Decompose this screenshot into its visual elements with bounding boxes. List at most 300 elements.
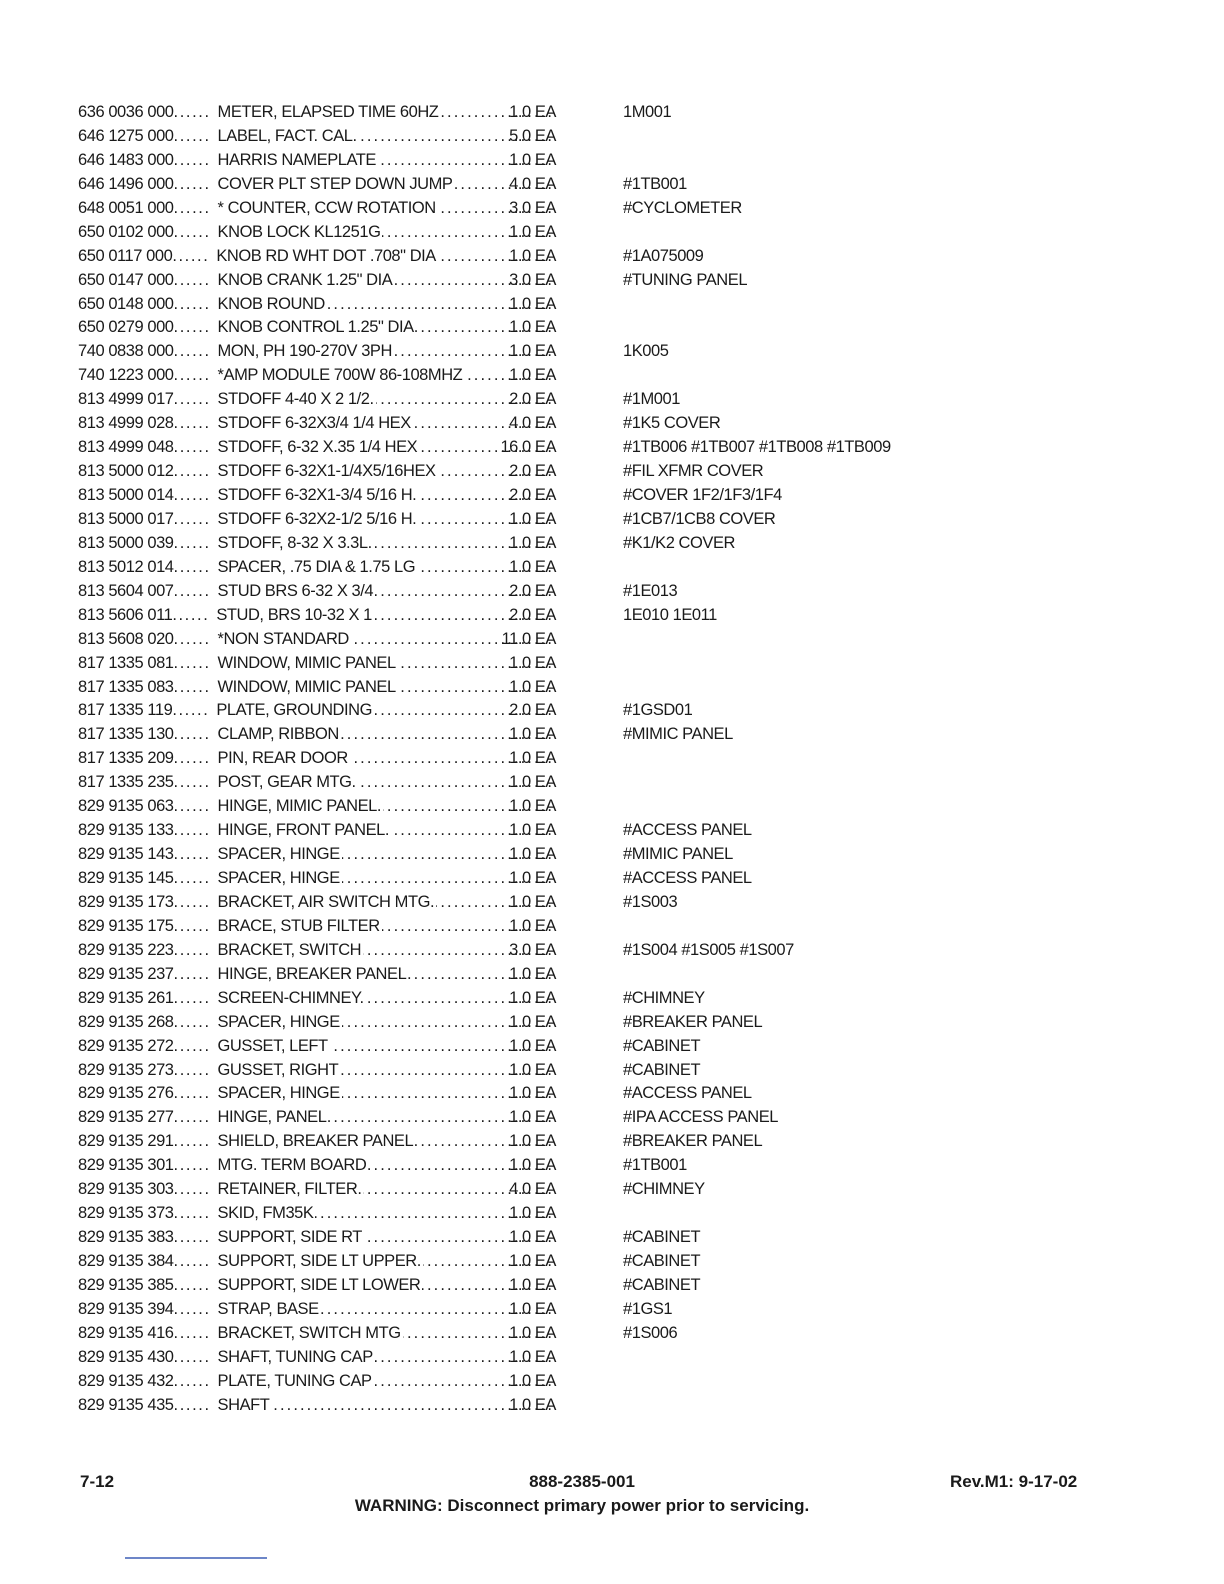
list-item: [78, 819, 978, 843]
part-number: 813 4999 017: [78, 390, 174, 409]
part-quantity: 1.0 EA: [509, 845, 556, 864]
reference-designator: #CABINET: [623, 1060, 701, 1079]
list-item: [78, 508, 978, 532]
dot-leader: [174, 1202, 218, 1226]
list-item: [78, 1130, 978, 1154]
part-quantity: 1.0 EA: [509, 1371, 556, 1390]
revision-label: Rev.M1: 9-17-02: [950, 1472, 1078, 1491]
dot-leader: [174, 1059, 218, 1083]
list-item: [78, 1226, 978, 1250]
part-number: 646 1496 000: [78, 174, 174, 193]
part-number: 817 1335 209: [78, 749, 174, 768]
part-number: 829 9135 223: [78, 940, 174, 959]
list-item: [78, 460, 978, 484]
part-quantity: 1.0 EA: [509, 1156, 556, 1175]
list-item: [78, 484, 978, 508]
part-quantity: 1.0 EA: [509, 366, 556, 385]
part-number: 813 5012 014: [78, 557, 174, 576]
list-item: [78, 891, 978, 915]
dot-leader: [172, 245, 216, 269]
reference-designator: #MIMIC PANEL: [623, 845, 733, 864]
part-description: PLATE, GROUNDING: [216, 701, 372, 720]
part-number: 650 0279 000: [78, 318, 174, 337]
part-number: 813 5000 012: [78, 462, 174, 481]
list-item: [78, 604, 978, 628]
dot-leader: [174, 867, 218, 891]
dot-leader: [174, 819, 218, 843]
reference-designator: #1GSD01: [623, 701, 693, 720]
part-number: 829 9135 143: [78, 845, 174, 864]
part-number: 813 5604 007: [78, 581, 174, 600]
list-item: [78, 747, 978, 771]
part-description: *NON STANDARD: [217, 629, 349, 648]
part-number: 813 5608 020: [78, 629, 174, 648]
part-number: 829 9135 276: [78, 1084, 174, 1103]
part-quantity: 1.0 EA: [509, 1108, 556, 1127]
dot-leader: [174, 1322, 218, 1346]
part-quantity: 1.0 EA: [509, 557, 556, 576]
part-quantity: 1.0 EA: [509, 318, 556, 337]
part-number: 829 9135 261: [78, 988, 174, 1007]
part-quantity: 1.0 EA: [509, 725, 556, 744]
part-quantity: 1.0 EA: [509, 749, 556, 768]
dot-leader: [174, 1274, 218, 1298]
part-quantity: 1.0 EA: [509, 1252, 556, 1270]
part-description: KNOB LOCK KL1251G: [217, 222, 381, 241]
part-description: STDOFF 4-40 X 2 1/2.: [217, 390, 374, 409]
dot-leader: [174, 652, 218, 676]
part-number: 817 1335 235: [78, 773, 174, 792]
part-number: 829 9135 272: [78, 1036, 174, 1055]
list-item: [78, 1370, 978, 1394]
reference-designator: #MIMIC PANEL: [623, 725, 733, 744]
list-item: [78, 364, 978, 388]
list-item: [78, 221, 978, 245]
reference-designator: #1TB006 #1TB007 #1TB008 #1TB009: [623, 438, 891, 457]
dot-leader: [174, 412, 218, 436]
list-item: [78, 699, 978, 723]
part-number: 829 9135 063: [78, 797, 174, 816]
reference-designator: #1K5 COVER: [623, 414, 721, 433]
list-item: [78, 676, 978, 700]
dot-leader: [174, 915, 218, 939]
part-quantity: 1.0 EA: [509, 509, 556, 528]
list-item: [78, 149, 978, 173]
part-description: SKID, FM35K: [217, 1204, 314, 1223]
dot-leader: [172, 604, 216, 628]
part-quantity: 1.0 EA: [509, 1060, 556, 1079]
part-number: 646 1483 000: [78, 150, 174, 169]
list-item: [78, 1011, 978, 1035]
dot-leader: [174, 101, 218, 125]
dot-leader: [174, 747, 218, 771]
list-item: [78, 340, 978, 364]
part-quantity: 1.0 EA: [509, 342, 556, 361]
dot-leader: [174, 963, 218, 987]
list-item: [78, 101, 978, 125]
part-description: STDOFF 6-32X3/4 1/4 HEX: [217, 414, 411, 433]
list-item: [78, 652, 978, 676]
dot-leader: [174, 173, 218, 197]
dot-leader: [174, 532, 218, 556]
part-quantity: 16.0 EA: [500, 438, 556, 457]
dot-leader: [174, 1370, 218, 1394]
list-item: [78, 939, 978, 963]
part-number: 817 1335 083: [78, 677, 174, 696]
part-quantity: 4.0 EA: [509, 174, 556, 193]
dot-leader: [174, 197, 218, 221]
part-number: 829 9135 273: [78, 1060, 174, 1079]
dot-leader: [174, 1178, 218, 1202]
part-description: SPACER, HINGE: [217, 869, 340, 887]
dot-leader: [174, 580, 218, 604]
reference-designator: #CABINET: [623, 1228, 701, 1247]
part-quantity: 1.0 EA: [509, 246, 556, 265]
part-description: METER, ELAPSED TIME 60HZ: [217, 103, 439, 121]
list-item: [78, 1035, 978, 1059]
part-quantity: 3.0 EA: [509, 198, 556, 217]
list-item: [78, 1202, 978, 1226]
dot-leader: [174, 316, 218, 340]
part-quantity: 4.0 EA: [509, 1180, 556, 1199]
part-quantity: 1.0 EA: [509, 1275, 556, 1294]
reference-designator: #CYCLOMETER: [623, 198, 742, 217]
part-number: 740 1223 000: [78, 366, 174, 385]
reference-designator: #1S003: [623, 892, 678, 911]
part-number: 829 9135 145: [78, 869, 174, 887]
part-quantity: 1.0 EA: [509, 1299, 556, 1318]
list-item: [78, 1394, 978, 1418]
dot-leader: [174, 1346, 218, 1370]
part-quantity: 1.0 EA: [509, 1132, 556, 1151]
part-quantity: 1.0 EA: [509, 1012, 556, 1031]
list-item: [78, 436, 978, 460]
part-description: STDOFF, 8-32 X 3.3L.: [217, 533, 372, 552]
part-quantity: 1.0 EA: [509, 821, 556, 840]
part-quantity: 5.0 EA: [509, 126, 556, 145]
reference-designator: #CABINET: [623, 1275, 701, 1294]
dot-leader: [174, 269, 218, 293]
part-description: BRACKET, SWITCH MTG: [217, 1323, 401, 1342]
list-item: [78, 316, 978, 340]
part-number: 817 1335 130: [78, 725, 174, 744]
part-number: 829 9135 133: [78, 821, 174, 840]
part-description: BRACKET, AIR SWITCH MTG.: [217, 892, 435, 911]
dot-leader: [174, 795, 218, 819]
dot-leader: [174, 484, 218, 508]
list-item: [78, 532, 978, 556]
part-quantity: 1.0 EA: [509, 1228, 556, 1247]
list-item: [78, 1322, 978, 1346]
part-quantity: 3.0 EA: [509, 270, 556, 289]
list-item: [78, 915, 978, 939]
part-description: GUSSET, RIGHT: [217, 1060, 339, 1079]
safety-warning: WARNING: Disconnect primary power prior to servicing.: [354, 1496, 810, 1515]
part-number: 829 9135 416: [78, 1323, 174, 1342]
list-item: [78, 556, 978, 580]
part-number: 648 0051 000: [78, 198, 174, 217]
reference-designator: #1A075009: [623, 246, 704, 265]
dot-leader: [174, 436, 218, 460]
dot-leader: [174, 460, 218, 484]
reference-designator: #1CB7/1CB8 COVER: [623, 509, 776, 528]
part-description: POST, GEAR MTG.: [217, 773, 356, 792]
part-description: COVER PLT STEP DOWN JUMP: [217, 174, 453, 193]
reference-designator: #1E013: [623, 581, 678, 600]
part-description: SHIELD, BREAKER PANEL: [217, 1132, 414, 1151]
dot-leader: [174, 1130, 218, 1154]
part-quantity: 2.0 EA: [509, 462, 556, 481]
part-number: 650 0102 000: [78, 222, 174, 241]
part-quantity: 1.0 EA: [509, 1395, 556, 1414]
dot-leader: [174, 1106, 218, 1130]
part-description: SHAFT, TUNING CAP: [217, 1347, 373, 1366]
part-number: 650 0117 000: [78, 246, 173, 265]
dot-leader: [172, 699, 216, 723]
part-quantity: 1.0 EA: [509, 653, 556, 672]
list-item: [78, 245, 978, 269]
list-item: [78, 293, 978, 317]
part-quantity: 1.0 EA: [509, 677, 556, 696]
reference-designator: 1K005: [623, 342, 669, 361]
reference-designator: #CHIMNEY: [623, 988, 705, 1007]
part-number: 813 5606 011: [78, 605, 173, 624]
part-quantity: 1.0 EA: [509, 150, 556, 169]
part-quantity: 1.0 EA: [509, 222, 556, 241]
reference-designator: #1TB001: [623, 174, 687, 193]
part-description: STUD BRS 6-32 X 3/4: [217, 581, 374, 600]
part-quantity: 1.0 EA: [509, 1347, 556, 1366]
dot-leader: [174, 1394, 218, 1418]
part-description: WINDOW, MIMIC PANEL: [217, 677, 396, 696]
reference-designator: #1S004 #1S005 #1S007: [623, 940, 794, 959]
part-number: 829 9135 385: [78, 1275, 174, 1294]
list-item: [78, 963, 978, 987]
reference-designator: #CABINET: [623, 1252, 701, 1270]
part-quantity: 1.0 EA: [509, 916, 556, 935]
part-quantity: 1.0 EA: [509, 988, 556, 1007]
dot-leader: [174, 1082, 218, 1106]
reference-designator: #CHIMNEY: [623, 1180, 705, 1199]
part-number: 829 9135 277: [78, 1108, 174, 1127]
part-description: MTG. TERM BOARD: [217, 1156, 367, 1175]
part-description: STRAP, BASE: [217, 1299, 319, 1318]
dot-leader: [174, 891, 218, 915]
list-item: [78, 795, 978, 819]
reference-designator: #K1/K2 COVER: [623, 533, 735, 552]
list-item: [78, 1346, 978, 1370]
part-description: KNOB CRANK 1.25" DIA: [217, 270, 393, 289]
part-number: 813 4999 048: [78, 438, 174, 457]
part-description: STDOFF, 6-32 X.35 1/4 HEX: [217, 438, 418, 457]
dot-leader: [174, 1154, 218, 1178]
part-number: 740 0838 000: [78, 342, 174, 361]
part-quantity: 11.0 EA: [501, 629, 556, 648]
part-quantity: 2.0 EA: [509, 486, 556, 504]
part-quantity: 2.0 EA: [509, 581, 556, 600]
list-item: [78, 388, 978, 412]
document-number: 888-2385-001: [529, 1472, 635, 1491]
list-item: [78, 1274, 978, 1298]
reference-designator: #ACCESS PANEL: [623, 869, 752, 887]
dot-leader: [174, 987, 218, 1011]
dot-leader: [174, 293, 218, 317]
part-quantity: 1.0 EA: [509, 1084, 556, 1103]
dot-leader: [174, 676, 218, 700]
list-item: [78, 173, 978, 197]
part-number: 829 9135 430: [78, 1347, 174, 1366]
dot-leader: [174, 221, 218, 245]
scan-mark: [125, 1557, 267, 1559]
list-item: [78, 987, 978, 1011]
part-quantity: 1.0 EA: [509, 797, 556, 816]
reference-designator: #BREAKER PANEL: [623, 1012, 763, 1031]
part-quantity: 1.0 EA: [509, 533, 556, 552]
list-item: [78, 628, 978, 652]
list-item: [78, 1154, 978, 1178]
part-description: SUPPORT, SIDE LT UPPER.: [217, 1252, 421, 1270]
part-number: 829 9135 432: [78, 1371, 174, 1390]
part-number: 829 9135 394: [78, 1299, 174, 1318]
part-description: SCREEN-CHIMNEY.: [217, 988, 364, 1007]
list-item: [78, 843, 978, 867]
part-description: STDOFF 6-32X2-1/2 5/16 H.: [217, 509, 417, 528]
dot-leader: [174, 1250, 218, 1274]
part-number: 813 5000 039: [78, 533, 174, 552]
part-quantity: 1.0 EA: [509, 1323, 556, 1342]
part-description: STDOFF 6-32X1-3/4 5/16 H.: [217, 486, 417, 504]
list-item: [78, 412, 978, 436]
part-description: PIN, REAR DOOR: [217, 749, 348, 768]
part-number: 829 9135 301: [78, 1156, 174, 1175]
part-description: CLAMP, RIBBON: [217, 725, 339, 744]
list-item: [78, 1250, 978, 1274]
list-item: [78, 1082, 978, 1106]
part-description: MON, PH 190-270V 3PH: [217, 342, 392, 361]
list-item: [78, 269, 978, 293]
dot-leader: [174, 1226, 218, 1250]
part-quantity: 1.0 EA: [509, 1204, 556, 1223]
part-description: KNOB CONTROL 1.25" DIA.: [217, 318, 418, 337]
list-item: [78, 723, 978, 747]
list-item: [78, 580, 978, 604]
dot-leader: [174, 508, 218, 532]
part-quantity: 2.0 EA: [509, 701, 556, 720]
dot-leader: [174, 628, 218, 652]
part-number: 813 5000 014: [78, 486, 174, 504]
part-description: KNOB ROUND: [217, 294, 325, 313]
part-number: 817 1335 081: [78, 653, 174, 672]
part-description: SUPPORT, SIDE RT: [217, 1228, 362, 1247]
dot-leader: [174, 556, 218, 580]
dot-leader: [174, 364, 218, 388]
part-description: BRACE, STUB FILTER: [217, 916, 380, 935]
part-description: LABEL, FACT. CAL.: [217, 126, 357, 145]
part-quantity: 1.0 EA: [509, 964, 556, 983]
reference-designator: #IPA ACCESS PANEL: [623, 1108, 778, 1127]
list-item: [78, 197, 978, 221]
part-number: 650 0147 000: [78, 270, 174, 289]
part-number: 817 1335 119: [78, 701, 173, 720]
part-quantity: 2.0 EA: [509, 605, 556, 624]
part-description: STDOFF 6-32X1-1/4X5/16HEX: [217, 462, 436, 481]
part-description: SPACER, HINGE: [217, 1012, 340, 1031]
dot-leader: [174, 939, 218, 963]
part-description: PLATE, TUNING CAP: [217, 1371, 372, 1390]
reference-designator: #ACCESS PANEL: [623, 1084, 752, 1103]
part-number: 829 9135 435: [78, 1395, 174, 1414]
part-quantity: 1.0 EA: [509, 892, 556, 911]
part-description: HINGE, MIMIC PANEL.: [217, 797, 382, 816]
dot-leader: [174, 843, 218, 867]
part-description: WINDOW, MIMIC PANEL: [217, 653, 396, 672]
dot-leader: [174, 388, 218, 412]
part-number: 829 9135 303: [78, 1180, 174, 1199]
part-number: 829 9135 383: [78, 1228, 174, 1247]
part-quantity: 2.0 EA: [509, 390, 556, 409]
part-number: 829 9135 237: [78, 964, 174, 983]
dot-leader: [174, 1011, 218, 1035]
part-description: HINGE, BREAKER PANEL: [217, 964, 407, 983]
part-description: * COUNTER, CCW ROTATION: [217, 198, 436, 217]
part-number: 636 0036 000: [78, 103, 174, 121]
reference-designator: #1M001: [623, 390, 680, 409]
part-number: 650 0148 000: [78, 294, 174, 313]
part-description: KNOB RD WHT DOT .708" DIA: [216, 246, 436, 265]
reference-designator: #BREAKER PANEL: [623, 1132, 763, 1151]
part-description: GUSSET, LEFT: [217, 1036, 328, 1055]
part-description: SUPPORT, SIDE LT LOWER: [217, 1275, 421, 1294]
reference-designator: #FIL XFMR COVER: [623, 462, 764, 481]
list-item: [78, 1178, 978, 1202]
reference-designator: #COVER 1F2/1F3/1F4: [623, 486, 782, 504]
list-item: [78, 1298, 978, 1322]
part-number: 813 4999 028: [78, 414, 174, 433]
list-item: [78, 125, 978, 149]
reference-designator: #TUNING PANEL: [623, 270, 748, 289]
part-description: SPACER, HINGE: [217, 845, 340, 864]
part-description: SPACER, .75 DIA & 1.75 LG: [217, 557, 416, 576]
part-quantity: 4.0 EA: [509, 414, 556, 433]
part-description: HARRIS NAMEPLATE: [217, 150, 376, 169]
part-quantity: 1.0 EA: [509, 869, 556, 887]
part-description: *AMP MODULE 700W 86-108MHZ: [217, 366, 463, 385]
reference-designator: #CABINET: [623, 1036, 701, 1055]
reference-designator: 1E010 1E011: [623, 605, 717, 624]
page-number: 7-12: [80, 1472, 115, 1491]
part-quantity: 1.0 EA: [509, 103, 556, 121]
part-number: 813 5000 017: [78, 509, 174, 528]
part-quantity: 1.0 EA: [509, 294, 556, 313]
part-number: 829 9135 175: [78, 916, 174, 935]
dot-leader: [174, 149, 218, 173]
part-quantity: 1.0 EA: [509, 773, 556, 792]
part-number: 646 1275 000: [78, 126, 174, 145]
part-quantity: 1.0 EA: [509, 1036, 556, 1055]
part-description: SHAFT: [217, 1395, 270, 1414]
list-item: [78, 1059, 978, 1083]
dot-leader: [174, 1298, 218, 1322]
reference-designator: #1GS1: [623, 1299, 673, 1318]
part-number: 829 9135 291: [78, 1132, 174, 1151]
dot-leader: [174, 125, 218, 149]
part-number: 829 9135 384: [78, 1252, 174, 1270]
dot-leader: [174, 340, 218, 364]
part-quantity: 3.0 EA: [509, 940, 556, 959]
reference-designator: #1S006: [623, 1323, 678, 1342]
part-number: 829 9135 373: [78, 1204, 174, 1223]
list-item: [78, 771, 978, 795]
